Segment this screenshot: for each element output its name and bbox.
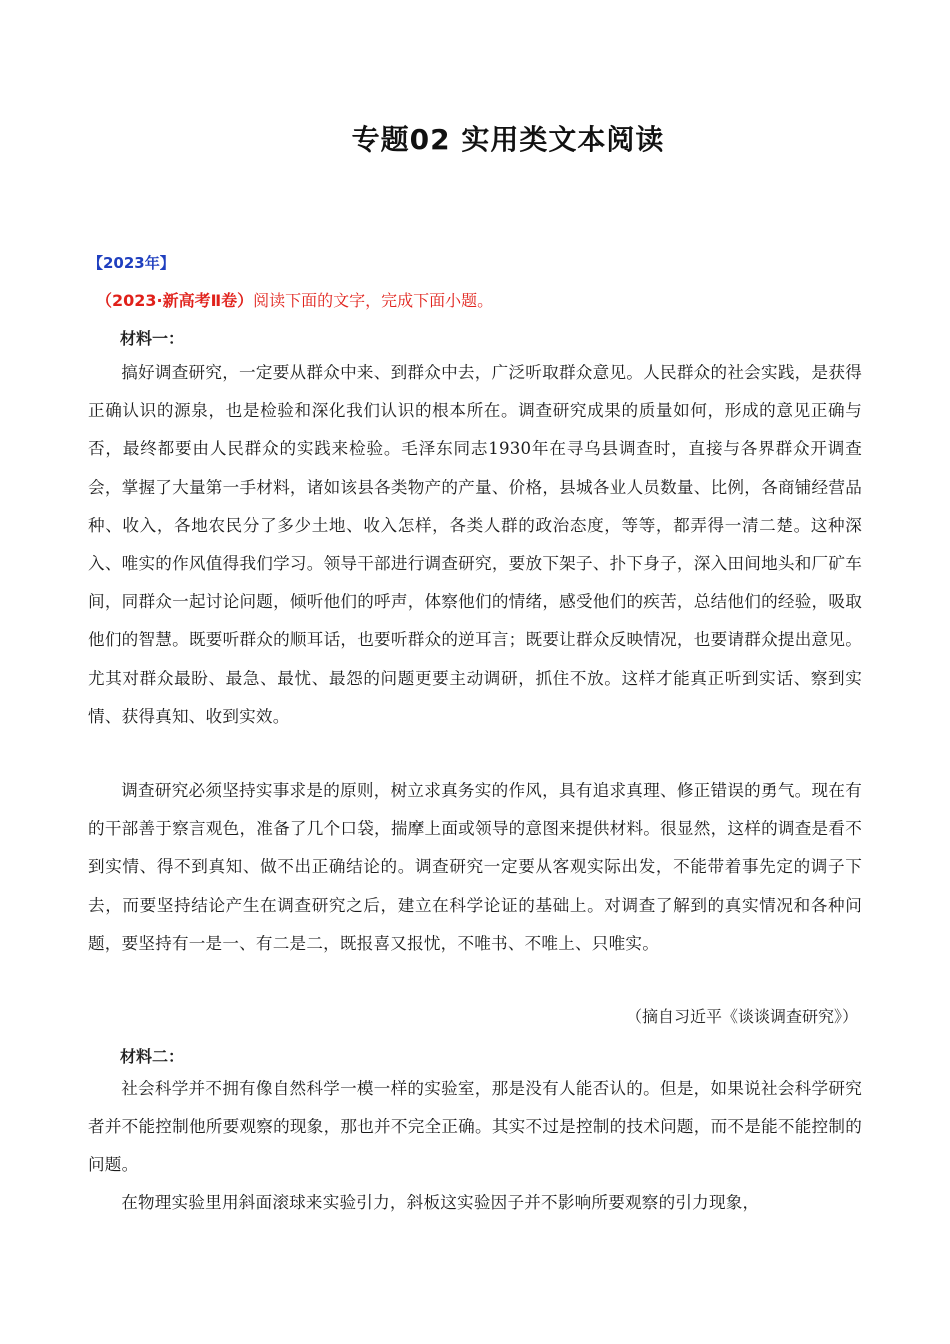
material-one-attribution: （摘自习近平《谈谈调查研究》） bbox=[625, 1007, 858, 1026]
year-tag: 【2023年】 bbox=[88, 254, 175, 272]
material-one-paragraph-1: 搞好调查研究，一定要从群众中来、到群众中去，广泛听取群众意见。人民群众的社会实践，是获得正确认识的源泉，也是检验和深化我们认识的根本所在。调查研究成果的质量如何，形成的意见正确与否，最终都要由人民群众的实践来检验。毛泽东同志1930年在寻乌县调查时，直接与各界群众开调查会，掌握了大量第一手材料，诸如该县各类物产的产量、价格，县城各业人员数量、比例，各商铺经营品种、收入，各地农民分了多少土地、收入怎样，各类人群的政治态度，等等，都弄得一清二楚。这种深入、唯实的作风值得我们学习。领导干部进行调查研究，要放下架子、扑下身子，深入田间地头和厂矿车间，同群众一起讨论问题，倾听他们的呼声，体察他们的情绪，感受他们的疾苦，总结他们的经验，吸取他们的智慧。既要听群众的顺耳话，也要听群众的逆耳言；既要让群众反映情况，也要请群众提出意见。尤其对群众最盼、最急、最忧、最怨的问题更要主动调研，抓住不放。这样才能真正听到实话、察到实情、获得真知、收到实效。 bbox=[88, 363, 862, 726]
question-source-line bbox=[96, 288, 493, 311]
material-two-paragraph-1: 社会科学并不拥有像自然科学一模一样的实验室，那是没有人能否认的。但是，如果说社会科学研究者并不能控制他所要观察的现象，那也并不完全正确。其实不过是控制的技术问题，而不是能不能控制的问题。 bbox=[88, 1079, 862, 1175]
material-two-paragraph-2: 在物理实验里用斜面滚球来实验引力，斜板这实验因子并不影响所要观察的引力现象， bbox=[121, 1193, 760, 1212]
exam-source-label: （2023·新高考Ⅱ卷） bbox=[96, 291, 254, 310]
material-one-paragraph-2: 调查研究必须坚持实事求是的原则，树立求真务实的作风，具有追求真理、修正错误的勇气。现在有的干部善于察言观色，准备了几个口袋，揣摩上面或领导的意图来提供材料。很显然，这样的调查是看不到实情、得不到真知、做不出正确结论的。调查研究一定要从客观实际出发，不能带着事先定的调子下去，而要坚持结论产生在调查研究之后，建立在科学论证的基础上。对调查了解到的真实情况和各种问题，要坚持有一是一、有二是二，既报喜又报忧，不唯书、不唯上、只唯实。 bbox=[88, 781, 862, 953]
material-two-heading: 材料二： bbox=[120, 1047, 185, 1066]
material-one-heading: 材料一： bbox=[120, 329, 185, 348]
document-title: 专题02 实用类文本阅读 bbox=[351, 123, 665, 156]
reading-instruction: 阅读下面的文字，完成下面小题。 bbox=[253, 291, 494, 310]
